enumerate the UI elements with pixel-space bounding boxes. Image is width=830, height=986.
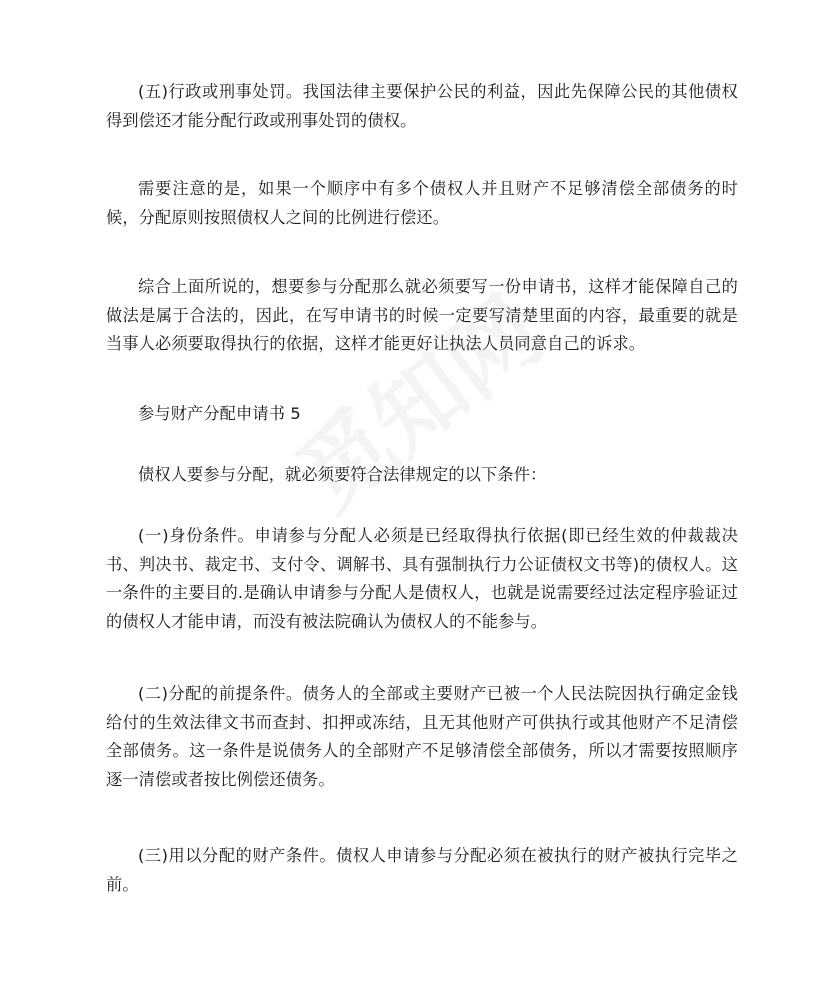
paragraph-identity-condition: (一)身份条件。申请参与分配人必须是已经取得执行依据(即已经生效的仲裁裁决书、判决书、裁定书、支付令、调解书、具有强制执行力公证债权文书等)的债权人。这一条件的主要目的.是确认申请参与分配人是债权人，也就是说需要经过法定程序验证过的债权人才能申请，而没有被法院确认为债权人的不能参与。 xyxy=(106,526,738,631)
paragraph-premise-condition: (二)分配的前提条件。债务人的全部或主要财产已被一个人民法院因执行确定金钱给付的生效法律文书而查封、扣押或冻结，且无其他财产可供执行或其他财产不足清偿全部债务。这一条件是说债务人的全部财产不足够清偿全部债务，所以才需要按照顺序逐一清偿或者按比例偿还债务。 xyxy=(106,684,738,789)
paragraph-conditions-intro: 债权人要参与分配，就必须要符合法律规定的以下条件： xyxy=(138,465,547,484)
paragraph-note: 需要注意的是，如果一个顺序中有多个债权人并且财产不足够清偿全部债务的时候，分配原则按照债权人之间的比例进行偿还。 xyxy=(106,179,738,227)
section-heading: 参与财产分配申请书 5 xyxy=(138,404,301,423)
paragraph-summary: 综合上面所说的，想要参与分配那么就必须要写一份申请书，这样才能保障自己的做法是属于合法的，因此，在写申请书的时候一定要写清楚里面的内容，最重要的就是当事人必须要取得执行的依据，这样才能更好让执法人员同意自己的诉求。 xyxy=(106,277,738,353)
paragraph-property-condition: (三)用以分配的财产条件。债权人申请参与分配必须在被执行的财产被执行完毕之前。 xyxy=(106,846,738,894)
paragraph-penalty: (五)行政或刑事处罚。我国法律主要保护公民的利益，因此先保障公民的其他债权得到偿还才能分配行政或刑事处罚的债权。 xyxy=(106,82,738,130)
